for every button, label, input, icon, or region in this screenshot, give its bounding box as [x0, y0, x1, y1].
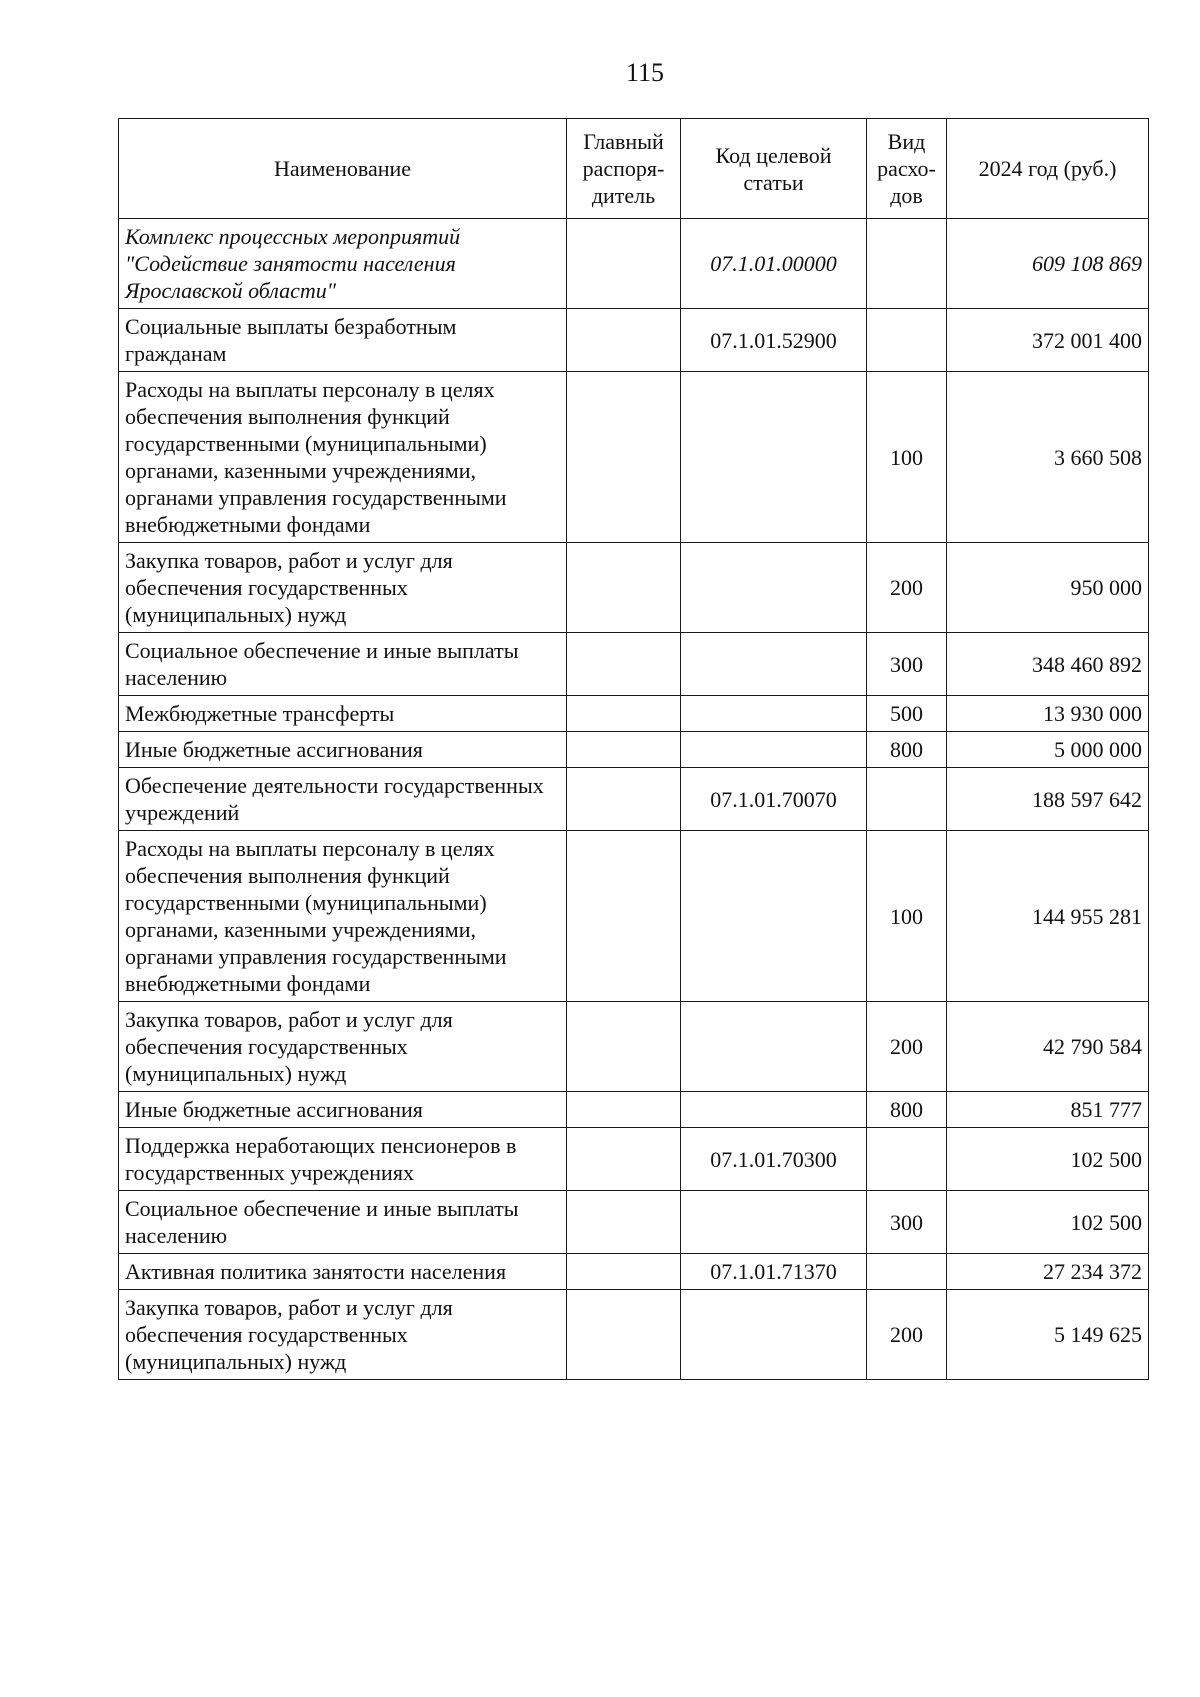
row-manager	[567, 768, 681, 831]
row-code: 07.1.01.71370	[681, 1254, 867, 1290]
row-name: Поддержка неработающих пенсионеров в государственных учреждениях	[119, 1128, 567, 1191]
row-code	[681, 1092, 867, 1128]
row-manager	[567, 1128, 681, 1191]
row-code	[681, 831, 867, 1002]
row-manager	[567, 219, 681, 309]
row-amount: 102 500	[947, 1128, 1149, 1191]
row-manager	[567, 1290, 681, 1380]
row-kind: 500	[867, 696, 947, 732]
row-name: Активная политика занятости населения	[119, 1254, 567, 1290]
table-header-row	[119, 119, 1149, 219]
row-amount: 42 790 584	[947, 1002, 1149, 1092]
table-row	[119, 1002, 1149, 1092]
table-row	[119, 1191, 1149, 1254]
row-amount: 144 955 281	[947, 831, 1149, 1002]
row-kind	[867, 1128, 947, 1191]
row-kind: 800	[867, 1092, 947, 1128]
row-kind: 300	[867, 1191, 947, 1254]
table-row	[119, 732, 1149, 768]
row-manager	[567, 543, 681, 633]
row-manager	[567, 1002, 681, 1092]
row-manager	[567, 1092, 681, 1128]
header-code: Код целевой статьи	[681, 119, 867, 219]
header-year: 2024 год (руб.)	[947, 119, 1149, 219]
table-row	[119, 1290, 1149, 1380]
row-manager	[567, 732, 681, 768]
row-manager	[567, 1191, 681, 1254]
row-amount: 950 000	[947, 543, 1149, 633]
row-code	[681, 1290, 867, 1380]
table-row	[119, 372, 1149, 543]
row-code	[681, 633, 867, 696]
row-name: Обеспечение деятельности государственных учреждений	[119, 768, 567, 831]
row-kind	[867, 768, 947, 831]
row-name: Комплекс процессных мероприятий "Содействие занятости населения Ярославской области"	[119, 219, 567, 309]
row-name: Закупка товаров, работ и услуг для обеспечения государственных (муниципальных) нужд	[119, 1290, 567, 1380]
budget-table	[118, 118, 1149, 1380]
table-row	[119, 696, 1149, 732]
row-name: Расходы на выплаты персоналу в целях обеспечения выполнения функций государственными (муниципальными) органами, казенными учреждениями, органами управления государственными внебюджетными фондами	[119, 831, 567, 1002]
row-name: Иные бюджетные ассигнования	[119, 1092, 567, 1128]
row-name: Закупка товаров, работ и услуг для обеспечения государственных (муниципальных) нужд	[119, 1002, 567, 1092]
row-code	[681, 732, 867, 768]
row-manager	[567, 633, 681, 696]
header-manager: Главный распоря-дитель	[567, 119, 681, 219]
row-code	[681, 543, 867, 633]
row-amount: 27 234 372	[947, 1254, 1149, 1290]
row-kind: 200	[867, 1002, 947, 1092]
row-code	[681, 696, 867, 732]
table-row	[119, 1128, 1149, 1191]
row-amount: 13 930 000	[947, 696, 1149, 732]
row-amount: 5 000 000	[947, 732, 1149, 768]
table-row	[119, 543, 1149, 633]
row-amount: 3 660 508	[947, 372, 1149, 543]
table-row	[119, 768, 1149, 831]
table-row	[119, 1254, 1149, 1290]
row-amount: 5 149 625	[947, 1290, 1149, 1380]
row-kind: 200	[867, 1290, 947, 1380]
table-row	[119, 309, 1149, 372]
row-code: 07.1.01.00000	[681, 219, 867, 309]
row-code	[681, 1191, 867, 1254]
table-row	[119, 633, 1149, 696]
row-kind: 300	[867, 633, 947, 696]
row-manager	[567, 696, 681, 732]
row-amount: 372 001 400	[947, 309, 1149, 372]
table-row	[119, 1092, 1149, 1128]
row-manager	[567, 372, 681, 543]
row-kind: 100	[867, 831, 947, 1002]
row-manager	[567, 1254, 681, 1290]
row-amount: 851 777	[947, 1092, 1149, 1128]
row-name: Расходы на выплаты персоналу в целях обеспечения выполнения функций государственными (муниципальными) органами, казенными учреждениями, органами управления государственными внебюджетными фондами	[119, 372, 567, 543]
row-amount: 348 460 892	[947, 633, 1149, 696]
table-body	[119, 219, 1149, 1380]
row-kind: 100	[867, 372, 947, 543]
row-manager	[567, 309, 681, 372]
page-number: 115	[625, 58, 665, 87]
row-manager	[567, 831, 681, 1002]
row-amount: 609 108 869	[947, 219, 1149, 309]
row-kind	[867, 219, 947, 309]
row-name: Иные бюджетные ассигнования	[119, 732, 567, 768]
row-name: Межбюджетные трансферты	[119, 696, 567, 732]
row-kind: 200	[867, 543, 947, 633]
row-name: Социальные выплаты безработным гражданам	[119, 309, 567, 372]
row-kind: 800	[867, 732, 947, 768]
row-name: Социальное обеспечение и иные выплаты населению	[119, 633, 567, 696]
row-code	[681, 1002, 867, 1092]
row-code	[681, 372, 867, 543]
row-amount: 102 500	[947, 1191, 1149, 1254]
header-kind: Вид расхо-дов	[867, 119, 947, 219]
row-kind	[867, 1254, 947, 1290]
row-name: Закупка товаров, работ и услуг для обеспечения государственных (муниципальных) нужд	[119, 543, 567, 633]
row-code: 07.1.01.70070	[681, 768, 867, 831]
row-kind	[867, 309, 947, 372]
table-row	[119, 831, 1149, 1002]
table-row	[119, 219, 1149, 309]
header-name: Наименование	[119, 119, 567, 219]
row-amount: 188 597 642	[947, 768, 1149, 831]
row-name: Социальное обеспечение и иные выплаты населению	[119, 1191, 567, 1254]
row-code: 07.1.01.70300	[681, 1128, 867, 1191]
row-code: 07.1.01.52900	[681, 309, 867, 372]
